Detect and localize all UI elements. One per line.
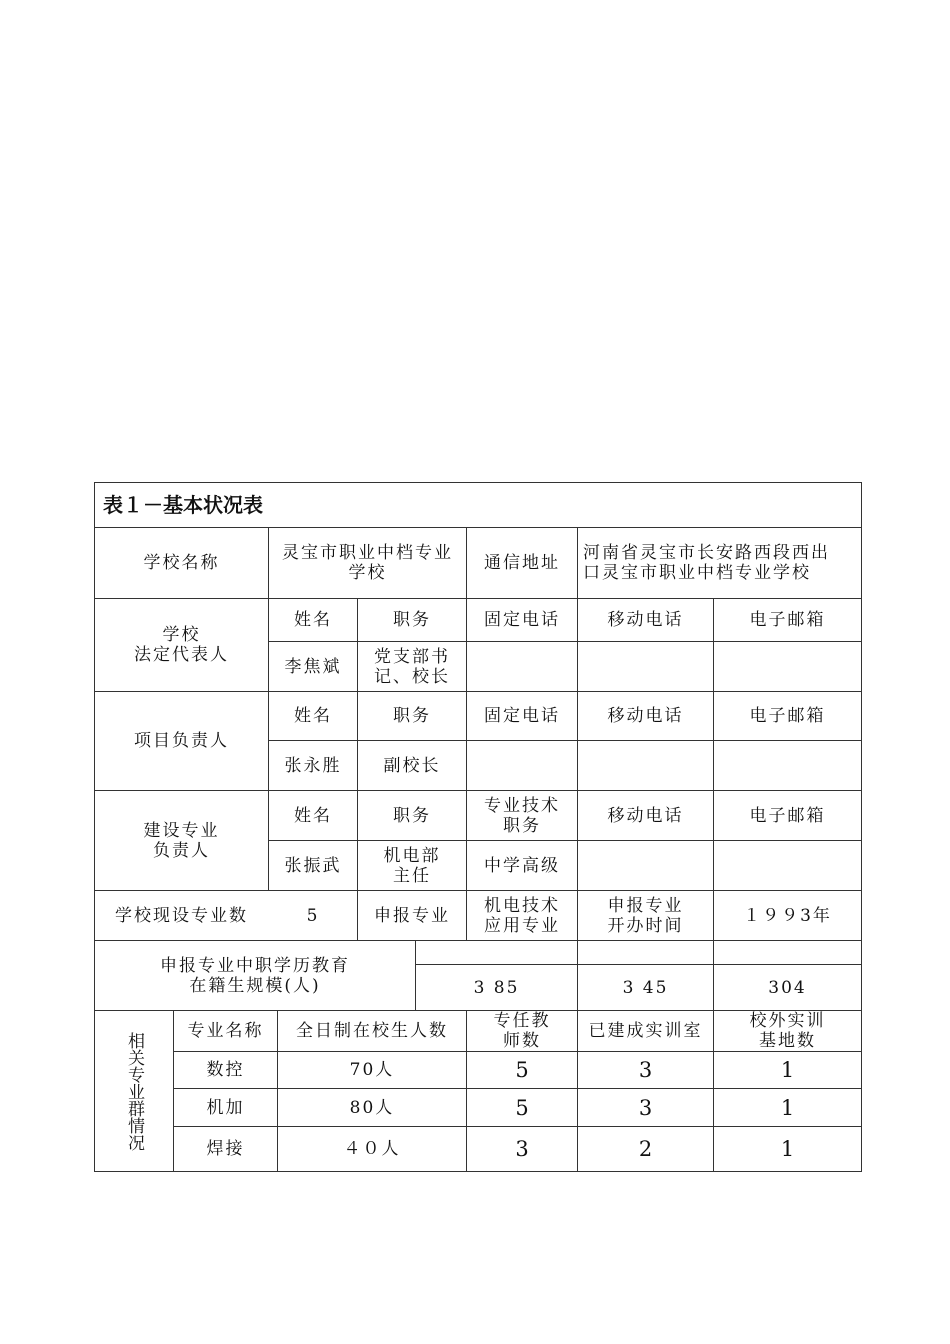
basic-info-table xyxy=(94,482,862,1172)
address-value: 河南省灵宝市长安路西段西出 口灵宝市职业中档专业学校 xyxy=(583,543,830,583)
group-row-labs: 2 xyxy=(638,1137,653,1161)
major-lead-title: 中学高级 xyxy=(484,855,560,876)
project-lead-header-email: 电子邮箱 xyxy=(749,706,826,726)
scale-label: 申报专业中职学历教育 在籍生规模(人) xyxy=(160,955,350,996)
project-lead-header-name: 姓名 xyxy=(294,706,332,726)
grid-line xyxy=(577,527,578,598)
group-row-students: 80人 xyxy=(349,1097,395,1118)
major-lead-header-title: 专业技术 职务 xyxy=(484,795,560,836)
group-header-teachers: 专任教 师数 xyxy=(493,1011,551,1051)
group-row-bases: 1 xyxy=(780,1137,795,1161)
legal-rep-header-mobile: 移动电话 xyxy=(607,610,684,630)
group-row-labs: 3 xyxy=(638,1058,653,1082)
legal-rep-header-email: 电子邮箱 xyxy=(749,610,826,630)
group-header-bases: 校外实训 基地数 xyxy=(749,1011,826,1051)
major-lead-duty: 机电部 主任 xyxy=(383,845,441,886)
group-row-name: 机加 xyxy=(206,1097,245,1118)
legal-rep-label: 学校 法定代表人 xyxy=(134,625,229,665)
major-count-label: 学校现设专业数 xyxy=(115,905,248,926)
school-name-label: 学校名称 xyxy=(143,553,220,573)
major-count-value: 5 xyxy=(306,905,320,926)
group-row-teachers: 3 xyxy=(515,1137,529,1161)
legal-rep-duty: 党支部书 记、校长 xyxy=(374,646,450,687)
group-header-name: 专业名称 xyxy=(187,1021,264,1041)
group-row-bases: 1 xyxy=(780,1095,795,1120)
scale-value-2: 3 45 xyxy=(622,977,669,998)
group-row-name: 数控 xyxy=(206,1060,245,1080)
legal-rep-name: 李焦斌 xyxy=(284,656,342,677)
start-time-label: 申报专业 开办时间 xyxy=(607,895,684,936)
group-row-name: 焊接 xyxy=(206,1139,245,1159)
scale-value-1: 3 85 xyxy=(473,977,520,998)
project-lead-name: 张永胜 xyxy=(284,755,342,776)
major-lead-header-email: 电子邮箱 xyxy=(749,805,826,826)
group-row-teachers: 5 xyxy=(515,1095,529,1120)
major-lead-header-mobile: 移动电话 xyxy=(607,805,684,826)
address-label: 通信地址 xyxy=(484,553,560,573)
apply-major-label: 申报专业 xyxy=(374,905,450,926)
group-header-labs: 已建成实训室 xyxy=(588,1021,703,1041)
group-row-teachers: 5 xyxy=(515,1058,529,1082)
school-name-value: 灵宝市职业中档专业 学校 xyxy=(282,543,453,583)
legal-rep-header-phone: 固定电话 xyxy=(484,610,560,630)
group-row-students: ４０人 xyxy=(343,1139,401,1159)
table-title: 表１－基本状况表 xyxy=(103,493,263,517)
major-lead-label: 建设专业 负责人 xyxy=(143,820,220,861)
group-row-labs: 3 xyxy=(638,1095,653,1120)
start-time-value: １９９3年 xyxy=(743,905,832,926)
major-lead-header-duty: 职务 xyxy=(393,805,431,826)
major-lead-name: 张振武 xyxy=(284,855,342,876)
legal-rep-header-duty: 职务 xyxy=(393,610,431,630)
major-lead-header-name: 姓名 xyxy=(294,805,332,826)
group-row-bases: 1 xyxy=(780,1058,795,1082)
project-lead-label: 项目负责人 xyxy=(134,731,229,751)
project-lead-header-phone: 固定电话 xyxy=(484,706,560,726)
project-lead-header-mobile: 移动电话 xyxy=(607,706,684,726)
project-lead-header-duty: 职务 xyxy=(393,706,431,726)
project-lead-duty: 副校长 xyxy=(383,755,441,776)
group-row-students: 70人 xyxy=(349,1060,395,1080)
apply-major-value: 机电技术 应用专业 xyxy=(484,895,560,936)
grid-line xyxy=(577,598,578,940)
group-header-students: 全日制在校生人数 xyxy=(296,1021,448,1041)
legal-rep-header-name: 姓名 xyxy=(294,610,332,630)
grid-line xyxy=(713,598,714,940)
scale-value-3: 304 xyxy=(768,977,807,998)
major-group-label: 相关专业群情况 xyxy=(124,1031,144,1151)
